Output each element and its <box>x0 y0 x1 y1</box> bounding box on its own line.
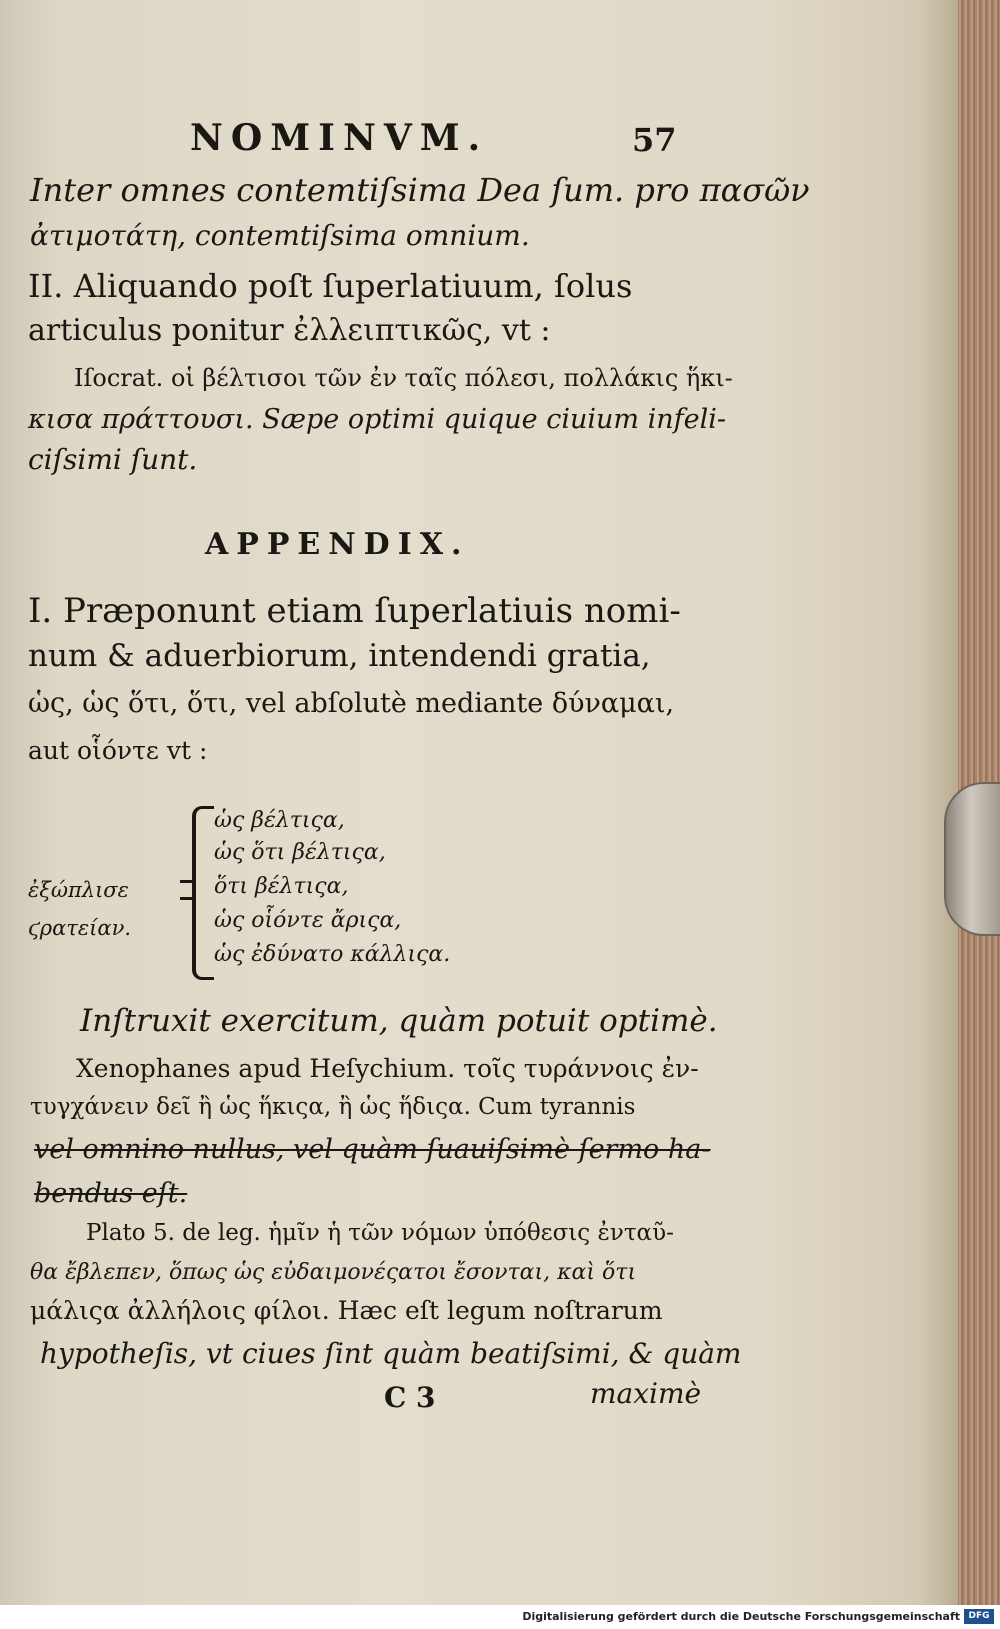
appendix-line: I. Præponunt etiam ſuperlatiuis nomi- <box>28 591 681 631</box>
body-line: ἀτιμοτάτη, contemtiſsima omnium. <box>30 219 530 252</box>
body-line: κισα πράττουσι. Sæpe optimi quique ciuium infeli- <box>28 404 726 435</box>
quote-line: μάλιςα ἀλλήλοις φίλοι. Hæc eſt legum noſtrarum <box>30 1296 663 1325</box>
quote-line: θα ἔβλεπεν, ὅπως ὡς εὐδαιμονέςατοι ἔσονται, καὶ ὅτι <box>30 1260 637 1285</box>
running-header: NOMINVM. <box>190 117 489 159</box>
quote-line: Plato 5. de leg. ἡμῖν ἡ τῶν νόμων ὑπόθεσις ἐνταῦ- <box>86 1220 674 1246</box>
example-variant: ὡς βέλτιςα, <box>214 808 345 833</box>
body-line: Inter omnes contemtiſsima Dea ſum. pro πασῶν <box>30 171 810 209</box>
footer-bar <box>0 1605 1000 1629</box>
catchword: maximè <box>590 1377 702 1410</box>
page-number: 57 <box>632 121 677 159</box>
body-line: articulus ponitur ἐλλειπτικῶς, vt : <box>28 313 551 348</box>
example-translation: Inſtruxit exercitum, quàm potuit optimè. <box>80 1003 718 1039</box>
curly-brace <box>192 806 214 980</box>
body-line: ciſsimi ſunt. <box>28 443 198 476</box>
body-line: II. Aliquando poſt ſuperlatiuum, ſolus <box>28 267 633 305</box>
appendix-line: aut οἷόντε vt : <box>28 736 208 765</box>
example-variant: ὅτι βέλτιςα, <box>214 874 349 899</box>
example-variant: ὡς ὅτι βέλτιςα, <box>214 840 386 865</box>
body-line: Iſocrat. οἱ βέλτισοι τῶν ἐν ταῖς πόλεσι, πολλάκις ἥκι- <box>74 364 733 392</box>
quote-line: hypotheſis, vt ciues ſint quàm beatiſsimi, & quàm <box>40 1337 742 1370</box>
quote-line-underlined: bendus eſt. <box>34 1178 188 1209</box>
appendix-line: num & aduerbiorum, intendendi gratia, <box>28 638 651 674</box>
book-clasp <box>944 782 1000 936</box>
quote-line: Xenophanes apud Heſychium. τοῖς τυράννοις ἐν- <box>76 1054 699 1083</box>
dfg-logo: DFG <box>964 1609 994 1624</box>
signature-mark: C 3 <box>384 1381 436 1414</box>
footer-credit: Digitalisierung gefördert durch die Deutsche Forschungsgemeinschaft <box>522 1610 960 1623</box>
appendix-heading: APPENDIX. <box>205 527 470 562</box>
curly-brace-tip <box>180 880 192 900</box>
example-object: ϛρατείαν. <box>28 916 132 940</box>
example-variant: ὡς ἐδύνατο κάλλιςα. <box>214 942 451 967</box>
appendix-line: ὡς, ὡς ὅτι, ὅτι, vel abſolutè mediante δύναμαι, <box>28 688 675 719</box>
example-variant: ὡς οἷόντε ἄριςα, <box>214 908 402 933</box>
quote-line-underlined: vel omnino nullus, vel quàm ſuauiſsimè ſermo ha- <box>34 1134 711 1165</box>
example-verb: ἐξώπλισε <box>28 878 129 902</box>
quote-line: τυγχάνειν δεῖ ἢ ὡς ἥκιςα, ἢ ὡς ἥδιςα. Cum tyrannis <box>30 1094 636 1120</box>
